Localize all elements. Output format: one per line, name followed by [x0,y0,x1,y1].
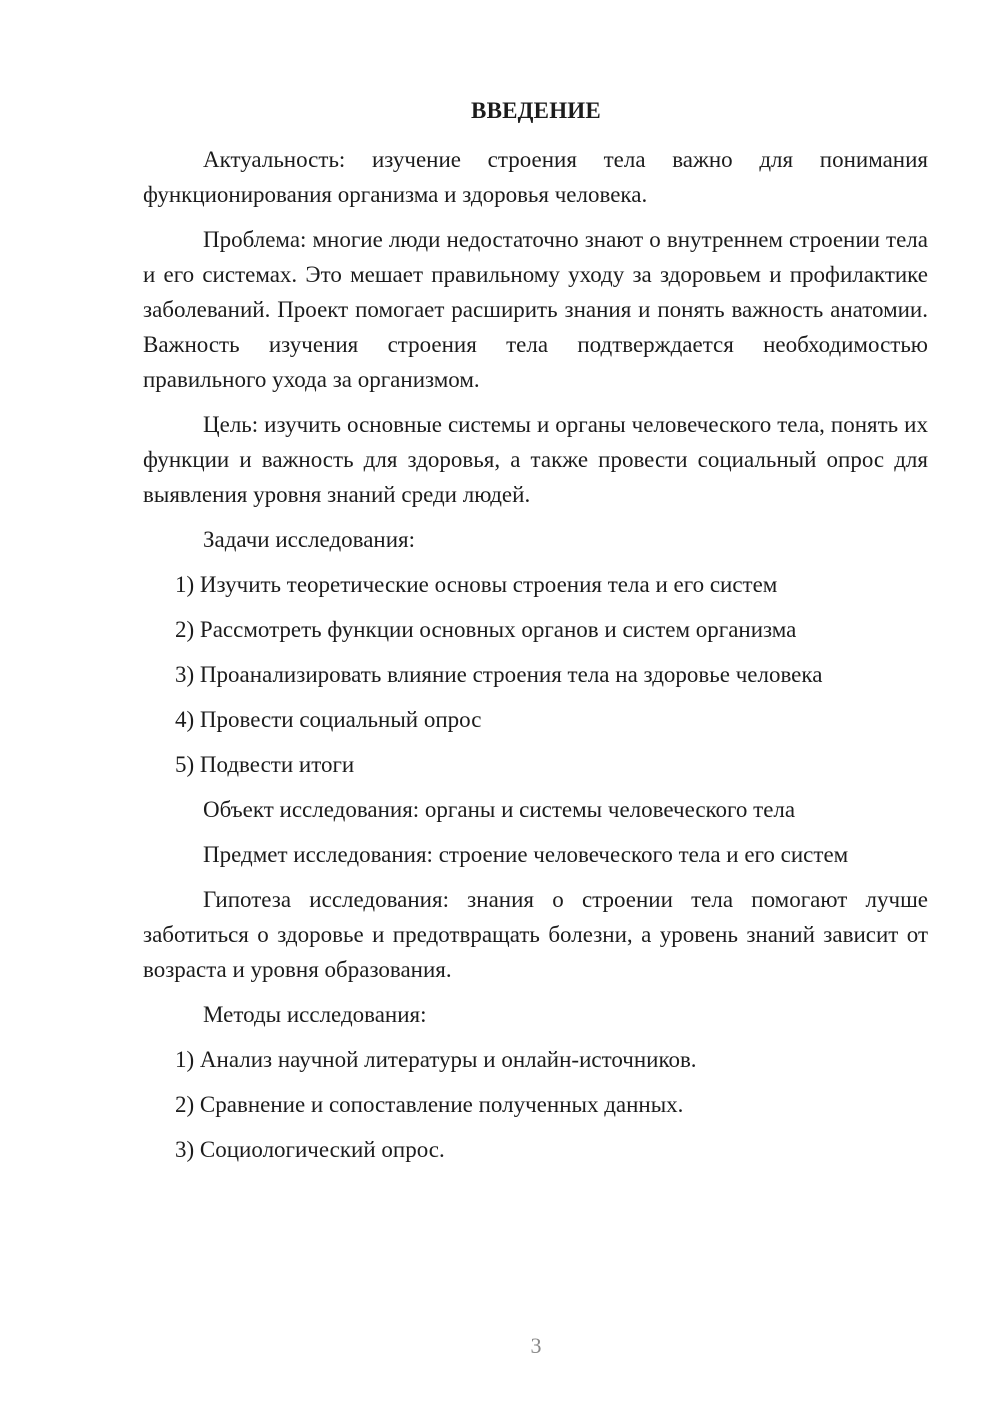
research-subject: Предмет исследования: строение человеческого тела и его систем [203,842,849,867]
task-item-4: 4) Провести социальный опрос [175,707,482,732]
task-item-1: 1) Изучить теоретические основы строения тела и его систем [175,572,778,597]
method-item-3: 3) Социологический опрос. [175,1137,445,1162]
hypothesis-paragraph: Гипотеза исследования: знания о строении тела помогают лучше заботиться о здоровье и предотвращать болезни, а уровень знаний зависит от возраста и уровня образования. [143,887,928,982]
research-object: Объект исследования: органы и системы человеческого тела [203,797,796,822]
goal-paragraph: Цель: изучить основные системы и органы человеческого тела, понять их функции и важность для здоровья, а также провести социальный опрос для выявления уровня знаний среди людей. [143,412,928,507]
document-body [143,142,928,1177]
task-item-5: 5) Подвести итоги [175,752,355,777]
task-item-2: 2) Рассмотреть функции основных органов и систем организма [175,617,797,642]
relevance-paragraph: Актуальность: изучение строения тела важно для понимания функционирования организма и здоровья человека. [143,147,928,207]
tasks-heading: Задачи исследования: [203,527,416,552]
page-title: ВВЕДЕНИЕ [471,98,601,123]
method-item-1: 1) Анализ научной литературы и онлайн-источников. [175,1047,697,1072]
methods-heading: Методы исследования: [203,1002,427,1027]
task-item-3: 3) Проанализировать влияние строения тела на здоровье человека [175,662,823,687]
method-item-2: 2) Сравнение и сопоставление полученных данных. [175,1092,684,1117]
problem-paragraph: Проблема: многие люди недостаточно знают о внутреннем строении тела и его системах. Это мешает правильному уходу за здоровьем и профилактике заболеваний. Проект помогает расширить знания и понять важность анатомии. Важность изучения строения тела подтверждается необходимостью правильного ухода за организмом. [143,227,928,392]
page-number: 3 [530,1333,542,1358]
